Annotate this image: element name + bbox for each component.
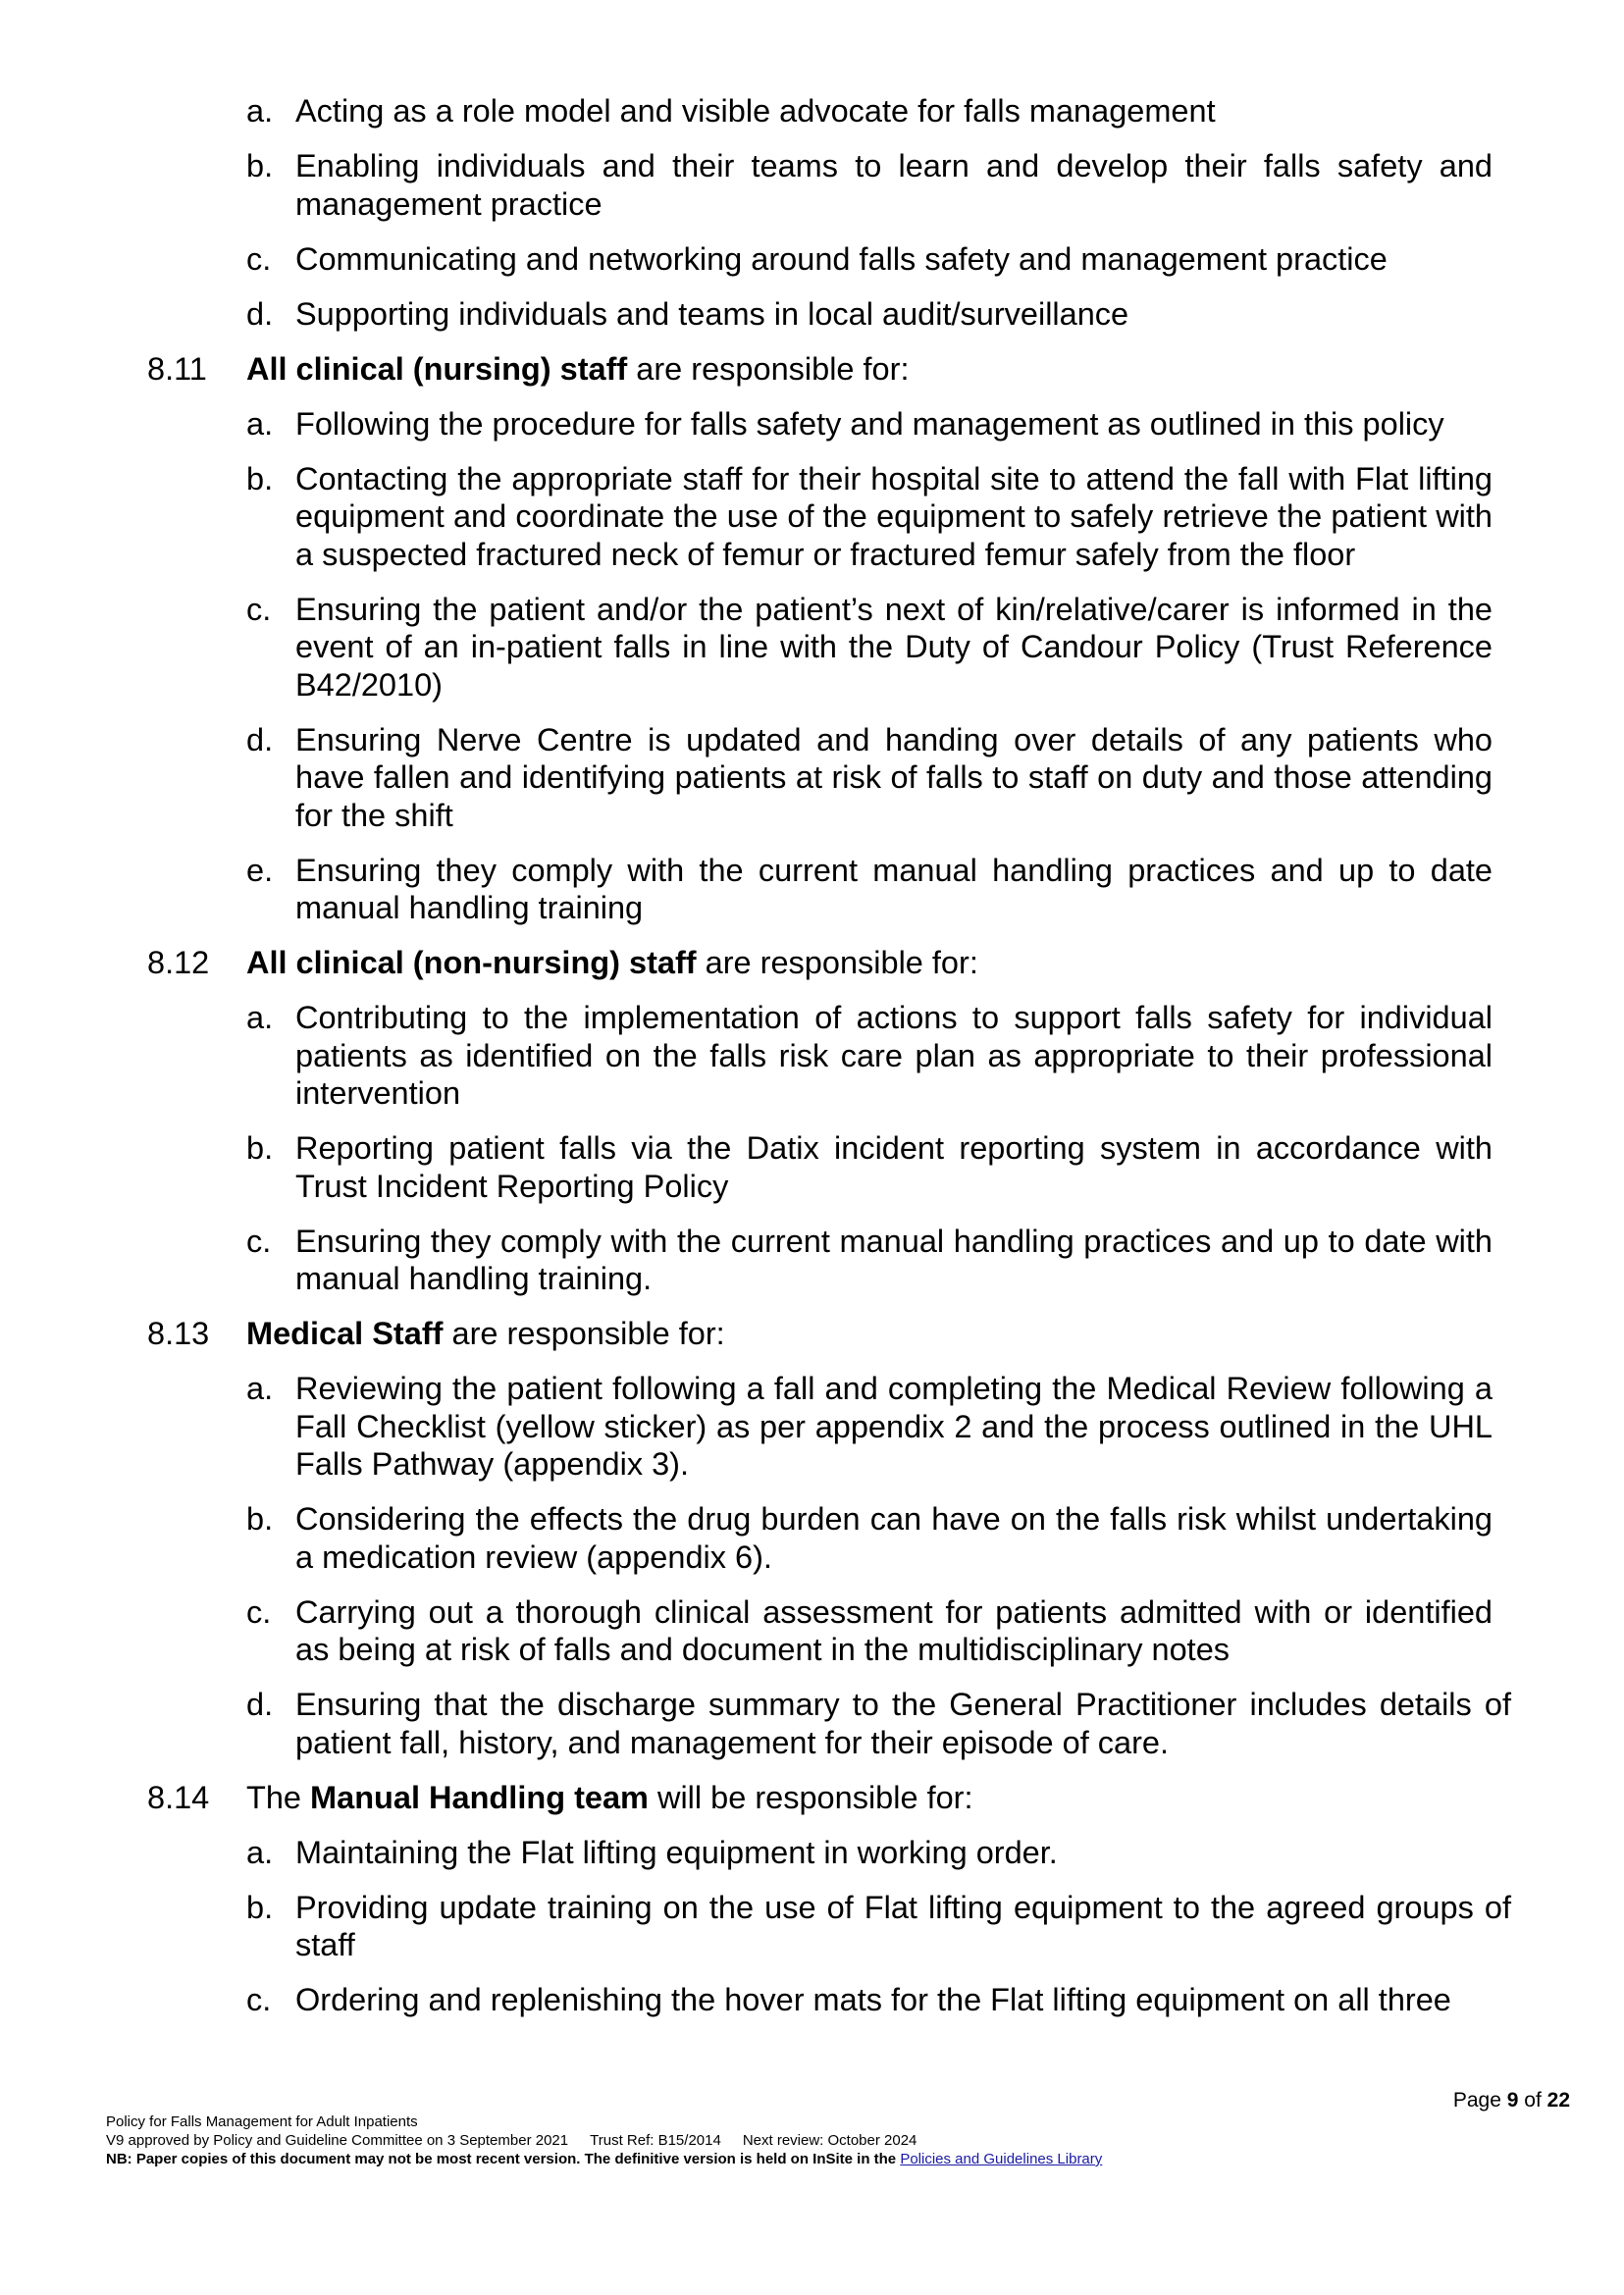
list-text: Supporting individuals and teams in local audit/surveillance <box>295 295 1129 332</box>
section-title-suffix: are responsible for: <box>627 350 910 387</box>
list-letter: a. <box>246 1000 274 1035</box>
list-item <box>246 1129 1493 1205</box>
section-title-bold: Medical Staff <box>246 1316 444 1351</box>
section-list-8-13 <box>246 1370 1493 1669</box>
list-item <box>246 1889 1511 1964</box>
document-body <box>147 92 1511 2036</box>
section-title-bold: Manual Handling team <box>310 1779 649 1815</box>
list-item <box>246 1834 1511 1872</box>
policies-library-link[interactable]: Policies and Guidelines Library <box>900 2151 1103 2167</box>
section-title <box>246 350 1511 389</box>
list-text: Reviewing the patient following a fall and completing the Medical Review following a Fall Checklist (yellow sticker) as per appendix 2 and the process outlined in the UHL Falls Pathway (appendix 3). <box>295 1371 1493 1482</box>
section-heading-8-11 <box>147 350 1511 389</box>
list-item <box>246 240 1493 279</box>
list-letter: b. <box>246 1501 274 1537</box>
list-text: Ensuring the patient and/or the patient’s next of kin/relative/carer is informed in the event of an in-patient falls in line with the Duty of Candour Policy (Trust Reference B42/2010) <box>295 591 1493 703</box>
list-item <box>246 1686 1511 1761</box>
list-letter: b. <box>246 460 274 496</box>
section-title <box>246 1779 1511 1817</box>
footer-title: Policy for Falls Management for Adult Inpatients <box>106 2113 418 2130</box>
page-current: 9 <box>1506 2089 1519 2112</box>
list-item <box>246 591 1493 704</box>
footer-nb-text: NB: Paper copies of this document may not be most recent version. The definitive version is held on InSite in the <box>106 2151 901 2167</box>
list-letter: d. <box>246 721 274 757</box>
section-number: 8.11 <box>147 350 207 387</box>
list-letter: c. <box>246 240 272 277</box>
list-letter: e. <box>246 852 274 888</box>
section-title-bold: All clinical (nursing) staff <box>246 350 628 387</box>
list-item <box>246 295 1493 334</box>
list-letter: d. <box>246 1687 274 1722</box>
section-number: 8.14 <box>147 1779 210 1815</box>
list-text: Following the procedure for falls safety and management as outlined in this policy <box>295 405 1444 442</box>
list-text: Maintaining the Flat lifting equipment in working order. <box>295 1834 1058 1870</box>
list-text: Acting as a role model and visible advocate for falls management <box>295 93 1216 129</box>
section-title <box>246 944 1511 982</box>
list-text: Contributing to the implementation of actions to support falls safety for individual patients as identified on the falls risk care plan as appropriate to their professional intervention <box>295 1000 1493 1111</box>
footer-next-review: Next review: October 2024 <box>742 2132 917 2149</box>
list-item <box>246 721 1493 835</box>
page-of: of <box>1518 2089 1547 2112</box>
list-letter: c. <box>246 591 272 627</box>
list-text: Considering the effects the drug burden can have on the falls risk whilst undertaking a medication review (appendix 6). <box>295 1501 1493 1575</box>
list-item <box>246 1370 1493 1484</box>
section-title-bold: All clinical (non-nursing) staff <box>246 945 697 980</box>
list-letter: a. <box>246 405 274 442</box>
section-title-suffix: are responsible for: <box>443 1316 725 1351</box>
list-letter: d. <box>246 295 274 332</box>
list-item <box>246 852 1493 927</box>
list-text: Contacting the appropriate staff for their hospital site to attend the fall with Flat lifting equipment and coordinate the use of the equipment to safely retrieve the patient with a suspected fractured neck of femur or fractured femur safely from the floor <box>295 460 1493 572</box>
list-text: Providing update training on the use of Flat lifting equipment to the agreed groups of staff <box>295 1889 1511 1962</box>
list-text: Reporting patient falls via the Datix incident reporting system in accordance with Trust Incident Reporting Policy <box>295 1130 1493 1204</box>
footer-approval-line <box>106 2131 1529 2150</box>
section-list-8-11 <box>246 405 1493 927</box>
list-item <box>246 1500 1493 1576</box>
page-label: Page <box>1452 2089 1507 2112</box>
section-heading-8-12 <box>147 944 1511 982</box>
list-letter: c. <box>246 1593 272 1630</box>
section-title <box>246 1315 1511 1353</box>
section-title-suffix: are responsible for: <box>696 945 978 980</box>
section-title-prefix: The <box>246 1779 311 1815</box>
list-text: Ensuring Nerve Centre is updated and handing over details of any patients who have fallen and identifying patients at risk of falls to staff on duty and those attending for the shift <box>295 721 1493 833</box>
section-list-8-13-wide <box>246 1686 1511 1761</box>
list-item <box>246 1981 1511 2019</box>
page-number <box>1453 2089 1570 2112</box>
section-heading-8-13 <box>147 1315 1511 1353</box>
page-total: 22 <box>1546 2089 1570 2112</box>
section-heading-8-14 <box>147 1779 1511 1817</box>
list-item <box>246 92 1493 130</box>
list-text: Ensuring that the discharge summary to the General Practitioner includes details of patient fall, history, and management for their episode of care. <box>295 1687 1511 1760</box>
list-letter: b. <box>246 1889 274 1925</box>
section-number: 8.13 <box>147 1316 210 1351</box>
list-letter: a. <box>246 1834 274 1870</box>
list-text: Carrying out a thorough clinical assessment for patients admitted with or identified as being at risk of falls and document in the multidisciplinary notes <box>295 1593 1493 1667</box>
list-item <box>246 1223 1493 1298</box>
intro-list <box>246 92 1493 333</box>
list-text: Ensuring they comply with the current manual handling practices and up to date manual handling training <box>295 852 1493 925</box>
list-letter: a. <box>246 1371 274 1406</box>
page-footer <box>106 2112 1529 2168</box>
footer-trust-ref: Trust Ref: B15/2014 <box>590 2132 721 2149</box>
list-text: Communicating and networking around falls safety and management practice <box>295 240 1388 277</box>
list-item <box>246 147 1493 223</box>
list-letter: a. <box>246 93 274 129</box>
section-list-8-12 <box>246 999 1493 1298</box>
section-list-8-14 <box>246 1834 1511 2019</box>
list-letter: b. <box>246 148 274 183</box>
list-letter: c. <box>246 1223 272 1259</box>
list-item <box>246 1593 1493 1669</box>
list-letter: c. <box>246 1982 272 2017</box>
footer-approval: V9 approved by Policy and Guideline Committee on 3 September 2021 <box>106 2132 569 2149</box>
list-text: Enabling individuals and their teams to learn and develop their falls safety and management practice <box>295 148 1493 222</box>
list-item <box>246 405 1493 443</box>
list-letter: b. <box>246 1130 274 1166</box>
footer-nb-line <box>106 2150 1529 2168</box>
list-item <box>246 999 1493 1113</box>
list-item <box>246 460 1493 574</box>
section-title-suffix: will be responsible for: <box>648 1779 973 1815</box>
list-text: Ordering and replenishing the hover mats for the Flat lifting equipment on all three <box>295 1982 1451 2017</box>
list-text: Ensuring they comply with the current manual handling practices and up to date with manual handling training. <box>295 1223 1493 1296</box>
section-number: 8.12 <box>147 945 210 980</box>
